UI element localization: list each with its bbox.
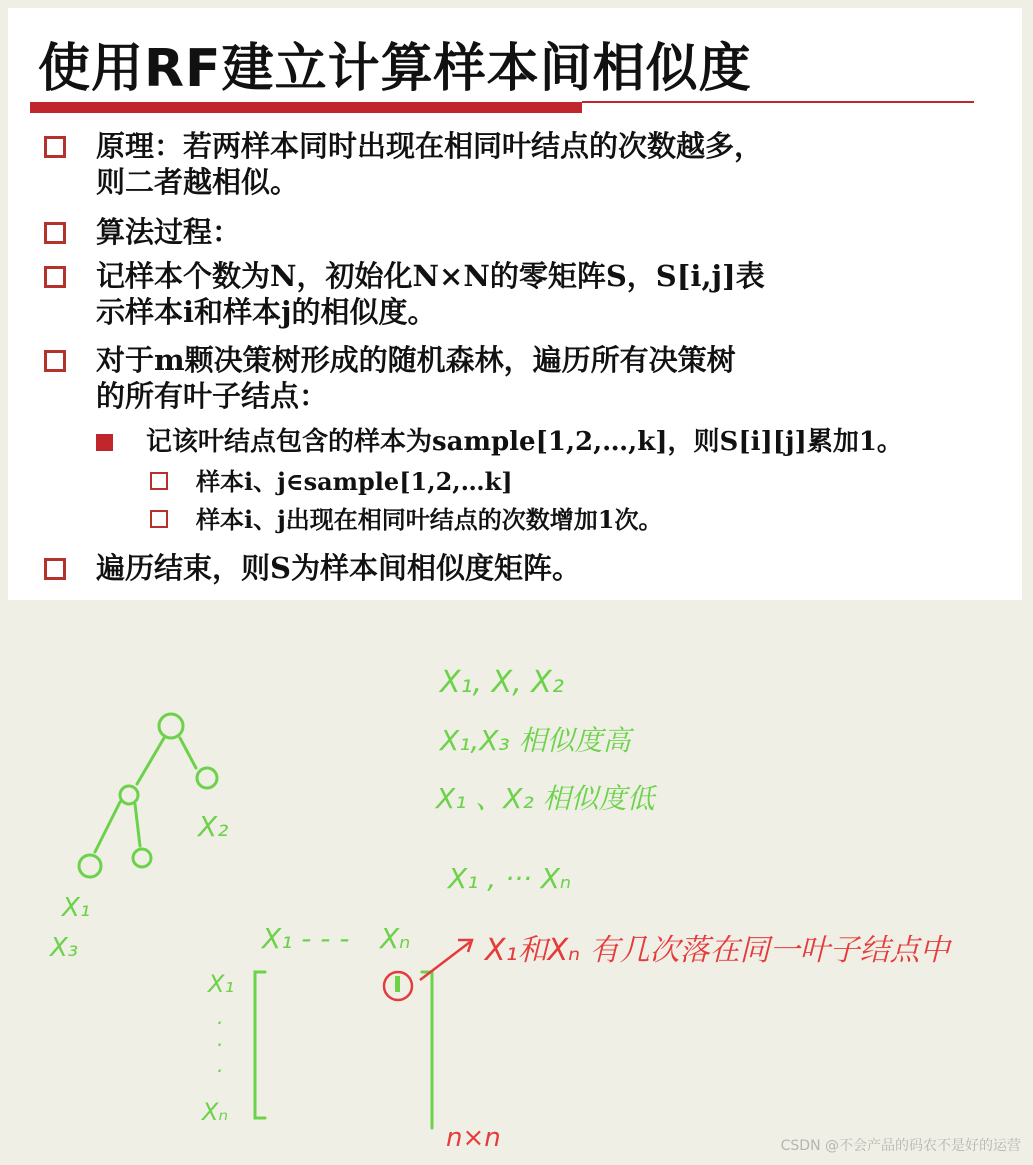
matrix-row-label: · [216, 1011, 223, 1035]
arrow-icon [420, 940, 472, 980]
bullet-line: 遍历结束，则S为样本间相似度矩阵。 [96, 551, 581, 585]
leaf-label: X₂ [198, 810, 229, 843]
watermark: CSDN @不会产品的码农不是好的运营 [780, 1138, 1021, 1154]
matrix-row-label: Xₙ [202, 1098, 229, 1126]
note-line: X₁ 、X₂ 相似度低 [436, 782, 655, 815]
tree-leaf-node [79, 855, 101, 877]
bullet-line: 算法过程： [96, 215, 242, 249]
sub-sub-bullet-text: 样本i、j∈sample[1,2,…k] [196, 467, 513, 496]
note-line: X₁,X₃ 相似度高 [440, 724, 631, 757]
sub-bullet-text: 记该叶结点包含的样本为sample[1,2,…,k]，则S[i][j]累加1。 [146, 427, 903, 457]
bullet-line: 示样本i和样本j的相似度。 [96, 295, 437, 329]
note-line: X₁ , ··· Xₙ [448, 862, 572, 895]
bullet-line: 记样本个数为N，初始化N×N的零矩阵S，S[i,j]表 [96, 259, 765, 293]
slide-title: 使用RF建立计算样本间相似度 [38, 39, 752, 99]
matrix-right-bracket [422, 972, 432, 1128]
annotation-text: X₁和Xₙ 有几次落在同一叶子结点中 [485, 933, 950, 968]
red-annotation [384, 933, 953, 1153]
bullet-line: 对于m颗决策树形成的随机森林，遍历所有决策树 [96, 343, 736, 377]
tree-root-node [159, 714, 183, 738]
bullet-line: 的所有叶子结点： [96, 379, 329, 413]
matrix-cell-mark [395, 976, 400, 992]
bullet-line: 原理：若两样本同时出现在相同叶结点的次数越多， [96, 129, 764, 163]
matrix-labels [200, 922, 410, 1126]
matrix-row-label: X₁ [208, 970, 235, 998]
tree-leaf-node [197, 768, 217, 788]
matrix-row-label: · [216, 1059, 223, 1083]
matrix-header: Xₙ [380, 922, 411, 955]
matrix-left-bracket [255, 972, 265, 1118]
sub-sub-bullet-text: 样本i、j出现在相同叶结点的次数增加1次。 [196, 505, 663, 534]
tree-inner-node [120, 786, 138, 804]
tree-leaf-node [133, 849, 151, 867]
note-line: X₁, X, X₂ [440, 665, 564, 700]
matrix-header: X₁ - - - [262, 922, 350, 955]
matrix-row-label: · [216, 1033, 223, 1057]
bullet-line: 则二者越相似。 [96, 165, 300, 199]
leaf-label: X₁ [62, 893, 91, 923]
similarity-notes [434, 665, 658, 895]
matrix-size-label: n×n [446, 1123, 501, 1153]
leaf-label: X₃ [50, 933, 79, 963]
tree-drawing [79, 714, 432, 1128]
